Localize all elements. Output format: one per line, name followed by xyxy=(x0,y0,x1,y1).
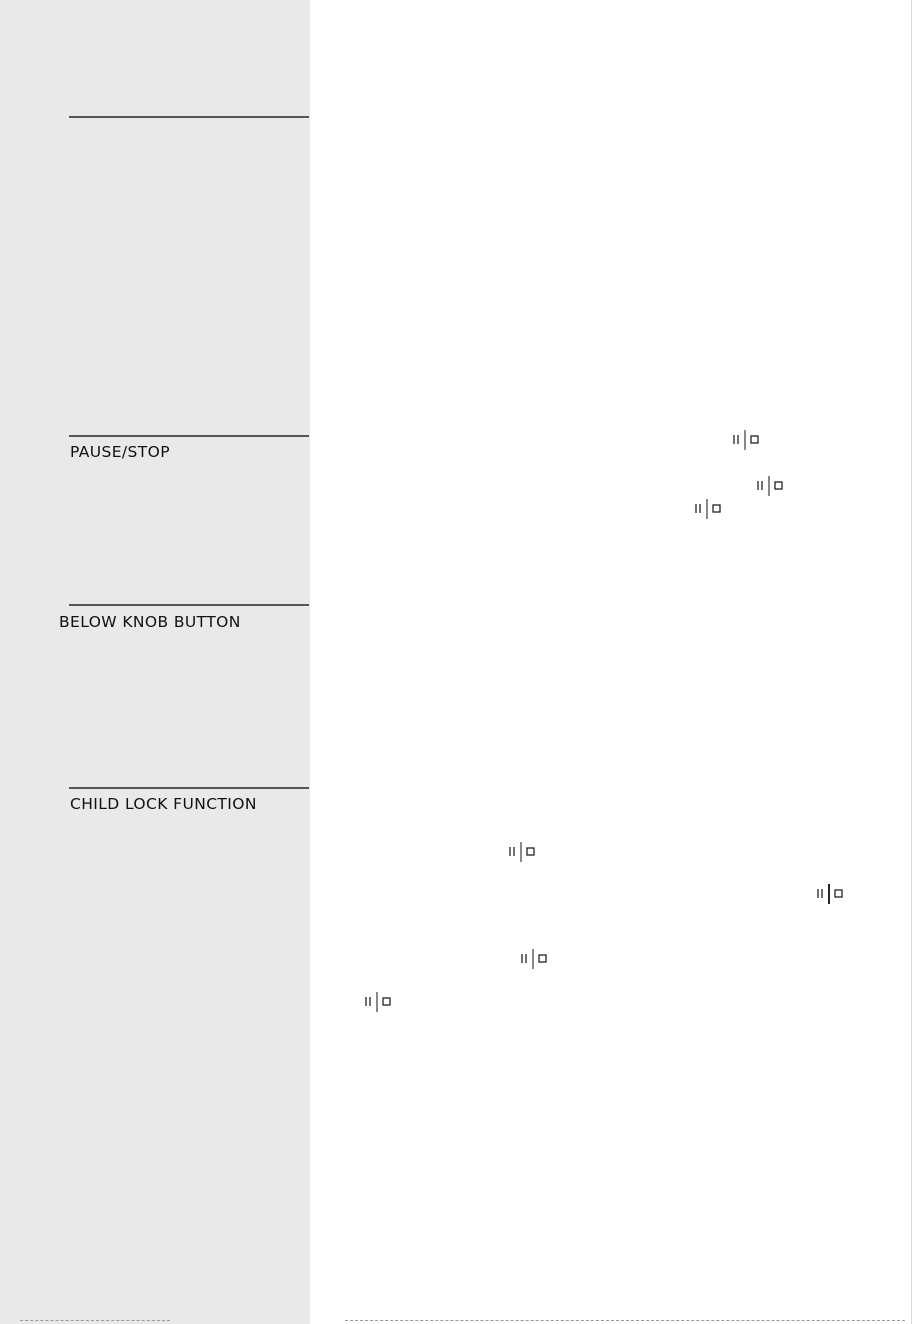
pause-stop-icon xyxy=(732,429,762,451)
section-heading-child-lock-function: CHILD LOCK FUNCTION xyxy=(70,795,257,813)
pause-stop-icon xyxy=(816,883,846,905)
section-heading-pause-stop: PAUSE/STOP xyxy=(70,443,171,461)
section-divider xyxy=(69,604,309,606)
pause-stop-icon xyxy=(694,498,724,520)
pause-stop-icon xyxy=(756,475,786,497)
section-heading-below-knob-button: BELOW KNOB BUTTON xyxy=(59,613,241,631)
section-divider xyxy=(69,435,309,437)
page-footer-line xyxy=(20,1320,170,1321)
pause-stop-icon xyxy=(364,991,394,1013)
sidebar-column xyxy=(0,0,310,1324)
page-footer-line xyxy=(345,1320,905,1321)
page-edge xyxy=(911,0,912,1324)
pause-stop-icon xyxy=(520,948,550,970)
section-divider xyxy=(69,787,309,789)
pause-stop-icon xyxy=(508,841,538,863)
section-divider xyxy=(69,116,309,118)
